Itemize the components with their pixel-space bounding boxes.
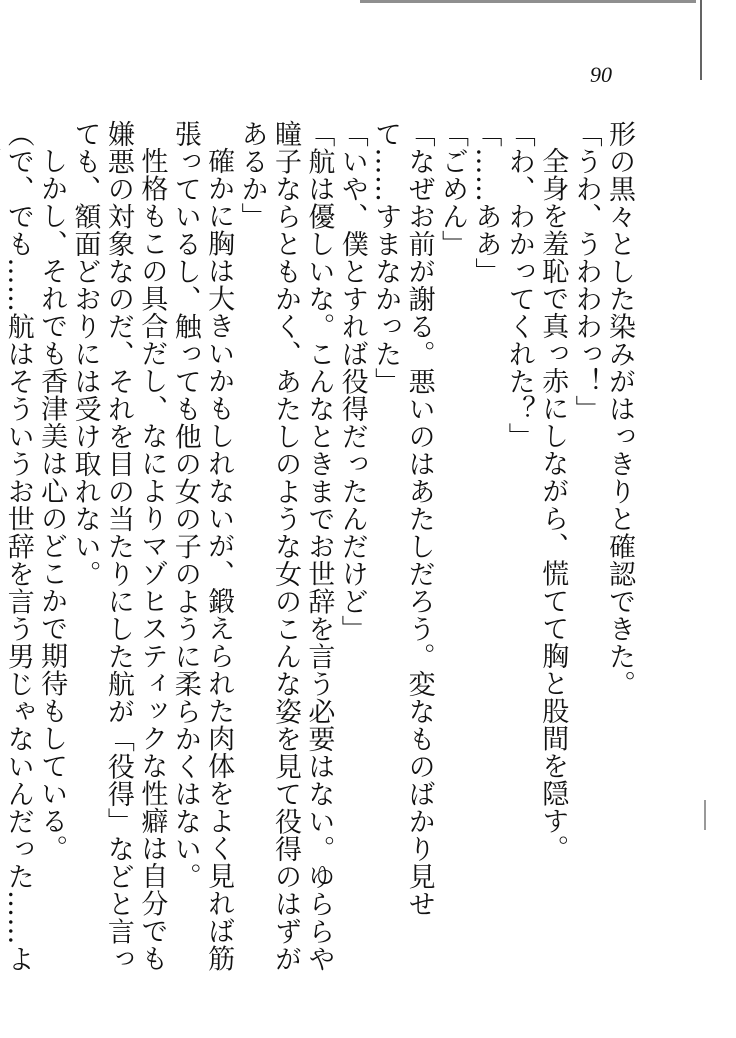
text-line: 「……ああ」 [470,120,502,285]
text-line: 「なぜお前が謝る。悪いのはあたしだろう。変なものばかり見せて……すまなかった」 [370,120,435,918]
scan-speck [704,800,706,830]
text-line: 「航は優しいな。こんなときまでお世辞を言う必要はない。ゆららや瞳子ならともかく、あたしのような女のこんな姿を見て役得のはずがあるか」 [236,120,335,973]
page-edge-mark [700,0,702,80]
text-line: 性格もこの具合だし、なによりマゾヒスティックな性癖は自分でも嫌悪の対象なのだ、それを目の当たりにした航が「役得」などと言っても、額面どおりには受け取れない。 [69,120,168,973]
text-line: 確かに胸は大きいかもしれないが、鍛えられた肉体をよく見れば筋張っているし、触っても他の女の子のように柔らかくはない。 [169,120,235,972]
text-line: 全身を羞恥で真っ赤にしながら、慌てて胸と股間を隠す。 [537,147,569,862]
vertical-text-body [2,120,636,980]
text-line: （で、でも……航はそういうお世辞を言う男じゃないんだった……よ [2,120,34,973]
text-line: 「ごめん」 [436,120,468,258]
text-line: 「わ、わかってくれた？」 [503,120,535,450]
text-line: 形の黒々とした染みがはっきりと確認できた。 [604,120,635,698]
text-line: 「いや、僕とすれば役得だったんだけど」 [336,120,368,643]
page-number: 90 [590,62,612,87]
text-line: 「うわ、うわわわっ！」 [570,120,602,423]
text-line: しかし、それでも香津美は心のどこかで期待もしている。 [36,147,68,862]
scan-edge-line [360,0,696,3]
